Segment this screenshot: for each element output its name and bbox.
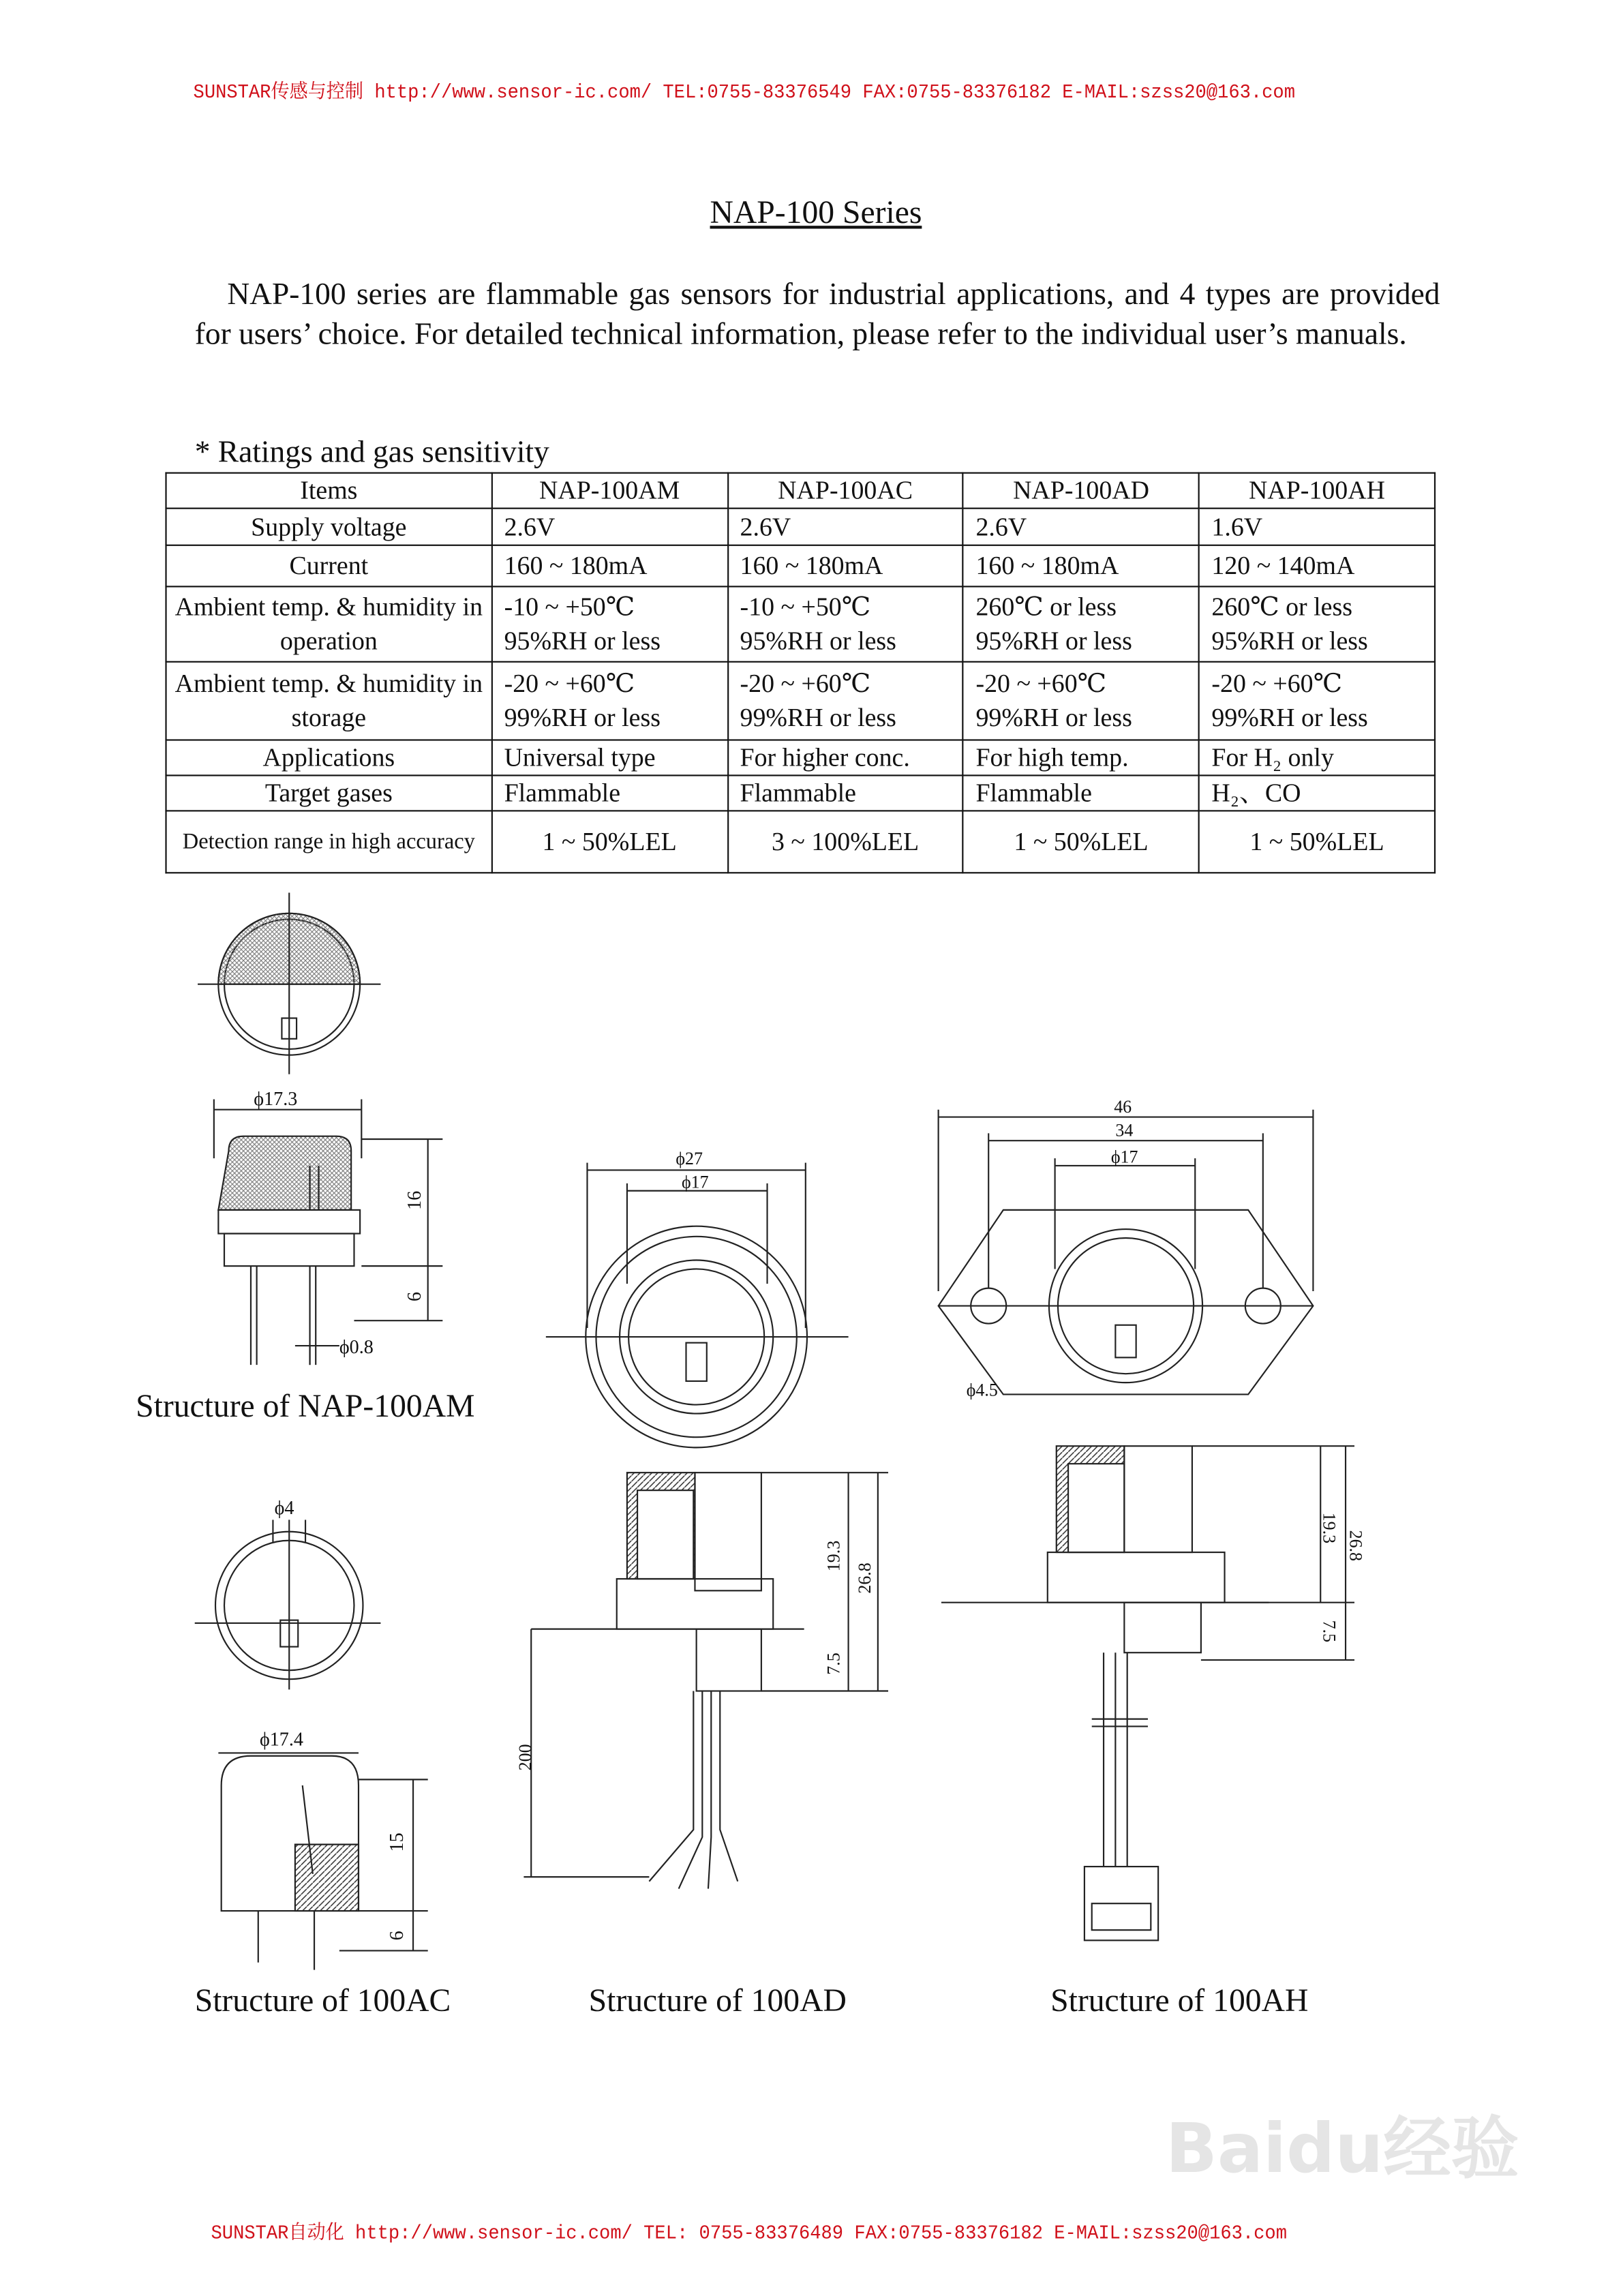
page-title: NAP-100 Series (710, 193, 922, 230)
cell: 2.6V (727, 509, 963, 545)
header-cell: Items (166, 473, 492, 509)
cell: 2.6V (963, 509, 1199, 545)
ad-top-view (546, 1163, 849, 1448)
dim-label: 7.5 (823, 1652, 844, 1675)
dim-label: 6 (404, 1292, 425, 1302)
cell: 2.6V (491, 509, 727, 545)
ah-side-view (941, 1446, 1354, 1940)
dim-label: 46 (1114, 1097, 1132, 1117)
cell: Flammable (963, 775, 1199, 811)
am-side-view (214, 1100, 442, 1365)
dim-label: 26.8 (855, 1562, 875, 1594)
row-label: Target gases (166, 775, 492, 811)
cell: -20 ~ +60℃ 99%RH or less (1199, 662, 1435, 740)
dim-label: ϕ27 (676, 1148, 703, 1168)
dim-label: 15 (386, 1832, 408, 1852)
cell: 3 ~ 100%LEL (727, 811, 963, 873)
cell: Flammable (727, 775, 963, 811)
cell: 160 ~ 180mA (963, 545, 1199, 587)
dim-label: 6 (386, 1931, 408, 1941)
row-label: Applications (166, 740, 492, 775)
header-cell: NAP-100AC (727, 473, 963, 509)
dim-label: 7.5 (1319, 1620, 1339, 1643)
cell: 1 ~ 50%LEL (491, 811, 727, 873)
header-contact: SUNSTAR传感与控制 http://www.sensor-ic.com/ TEL:0755-83376549 FAX:0755-83376182 E-MAIL:szss20@163.com (193, 81, 1295, 104)
cell: 160 ~ 180mA (491, 545, 727, 587)
cell: -10 ~ +50℃ 95%RH or less (727, 586, 963, 661)
row-label: Detection range in high accuracy (166, 811, 492, 873)
caption-ac: Structure of 100AC (194, 1981, 451, 2019)
cell: 1.6V (1199, 509, 1435, 545)
dim-label: ϕ17 (681, 1172, 709, 1192)
intro-paragraph: NAP-100 series are flammable gas sensors for industrial applications, and 4 types are provided for users’ choice. For detailed technical information, please refer to the individual user’s manuals. (194, 275, 1440, 352)
cell: 1 ~ 50%LEL (963, 811, 1199, 873)
dim-label: 16 (404, 1190, 425, 1210)
cell: For higher conc. (727, 740, 963, 775)
dim-label: ϕ17 (1110, 1147, 1138, 1167)
dim-label: 19.3 (1319, 1512, 1339, 1544)
cell: -20 ~ +60℃ 99%RH or less (491, 662, 727, 740)
cell: H₂、CO (1199, 775, 1435, 811)
row-label: Current (166, 545, 492, 587)
dim-label: 200 (515, 1744, 536, 1771)
cell: Universal type (491, 740, 727, 775)
dim-label: ϕ4.5 (966, 1380, 998, 1400)
cell: -10 ~ +50℃ 95%RH or less (491, 586, 727, 661)
header-cell: NAP-100AM (491, 473, 727, 509)
cell: -20 ~ +60℃ 99%RH or less (727, 662, 963, 740)
footer-contact: SUNSTAR自动化 http://www.sensor-ic.com/ TEL: 0755-83376489 FAX:0755-83376182 E-MAIL:szss20@163.com (211, 2222, 1288, 2245)
header-cell: NAP-100AD (963, 473, 1199, 509)
row-label: Ambient temp. & humidity in storage (166, 662, 492, 740)
dim-label: ϕ4 (274, 1497, 294, 1519)
cell: 160 ~ 180mA (727, 545, 963, 587)
cell: 1 ~ 50%LEL (1199, 811, 1435, 873)
am-top-view (198, 893, 380, 1074)
dim-label: 19.3 (823, 1540, 844, 1572)
ratings-heading: * Ratings and gas sensitivity (194, 434, 549, 470)
cell: Flammable (491, 775, 727, 811)
dim-label: 26.8 (1346, 1530, 1366, 1562)
cell: For high temp. (963, 740, 1199, 775)
dim-label: 34 (1115, 1120, 1134, 1141)
dim-label: ϕ17.3 (254, 1089, 298, 1111)
cell: For H₂ only (1199, 740, 1435, 775)
cell: -20 ~ +60℃ 99%RH or less (963, 662, 1199, 740)
baidu-watermark: Baidu经验 (1165, 2109, 1519, 2188)
cell: 260℃ or less 95%RH or less (1199, 586, 1435, 661)
cell: 120 ~ 140mA (1199, 545, 1435, 587)
row-label: Ambient temp. & humidity in operation (166, 586, 492, 661)
ac-top-view (195, 1520, 381, 1689)
header-cell: NAP-100AH (1199, 473, 1435, 509)
caption-am: Structure of NAP-100AM (136, 1387, 475, 1424)
cell: 260℃ or less 95%RH or less (963, 586, 1199, 661)
row-label: Supply voltage (166, 509, 492, 545)
caption-ah: Structure of 100AH (1050, 1981, 1309, 2019)
caption-ad: Structure of 100AD (588, 1981, 847, 2019)
dim-label: ϕ0.8 (339, 1336, 374, 1358)
dim-label: ϕ17.4 (259, 1729, 303, 1751)
ad-side-view (524, 1472, 888, 1888)
